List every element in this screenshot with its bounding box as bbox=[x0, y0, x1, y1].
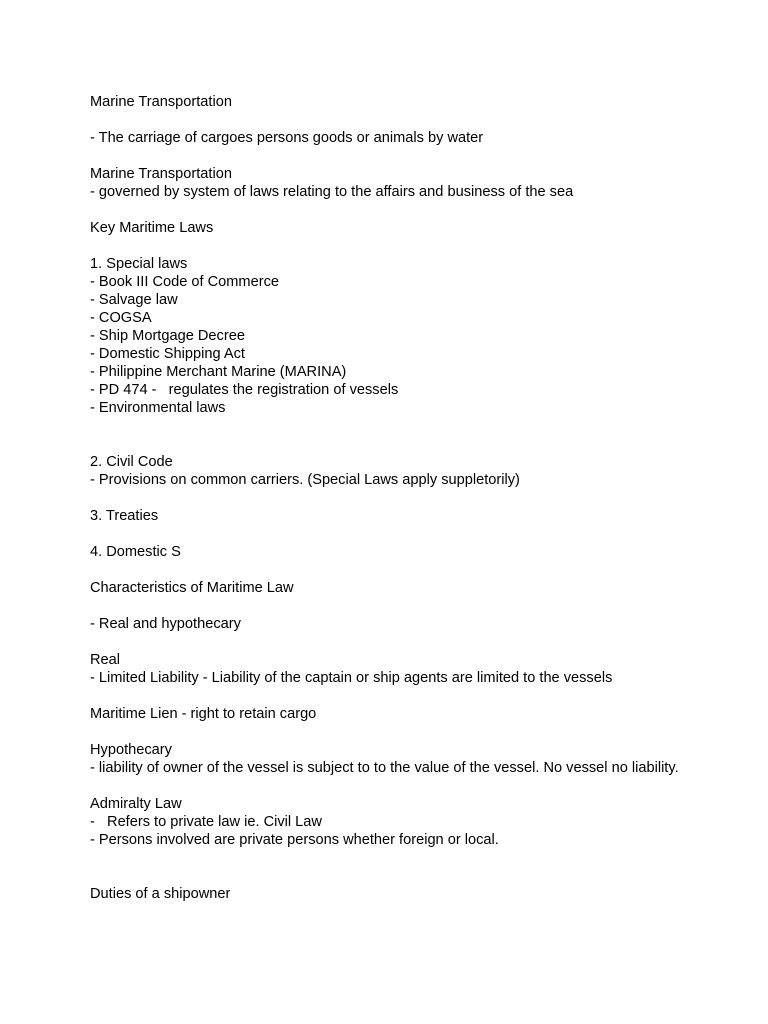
definition-line: - The carriage of cargoes persons goods or animals by water bbox=[90, 130, 484, 146]
blank-line bbox=[90, 525, 690, 543]
hypothecary-item: - liability of owner of the vessel is subject to to the value of the vessel. No vessel no liability. bbox=[90, 760, 679, 776]
blank-line bbox=[90, 597, 690, 615]
civil-code-heading: 2. Civil Code bbox=[90, 454, 173, 470]
blank-line bbox=[90, 237, 690, 255]
civil-code-item: - Provisions on common carriers. (Special Laws apply suppletorily) bbox=[90, 472, 520, 488]
heading-characteristics: Characteristics of Maritime Law bbox=[90, 580, 294, 596]
blank-line bbox=[90, 111, 690, 129]
blank-line bbox=[90, 435, 690, 453]
real-heading: Real bbox=[90, 652, 121, 668]
blank-line bbox=[90, 561, 690, 579]
hypothecary-heading: Hypothecary bbox=[90, 742, 172, 758]
list-item: - Ship Mortgage Decree bbox=[90, 328, 245, 344]
list-item: - Book III Code of Commerce bbox=[90, 274, 279, 290]
real-hypothecary-line: - Real and hypothecary bbox=[90, 616, 241, 632]
list-item: - COGSA bbox=[90, 310, 152, 326]
blank-line bbox=[90, 417, 690, 435]
blank-line bbox=[90, 201, 690, 219]
blank-line bbox=[90, 633, 690, 651]
blank-line bbox=[90, 723, 690, 741]
list-item: - PD 474 - regulates the registration of vessels bbox=[90, 382, 399, 398]
list-item: - Philippine Merchant Marine (MARINA) bbox=[90, 364, 347, 380]
list-item: - Salvage law bbox=[90, 292, 178, 308]
admiralty-item: - Refers to private law ie. Civil Law bbox=[90, 814, 322, 830]
limited-liability-line: - Limited Liability - Liability of the captain or ship agents are limited to the vessels bbox=[90, 670, 613, 686]
maritime-lien-line: Maritime Lien - right to retain cargo bbox=[90, 706, 317, 722]
list-item: - Environmental laws bbox=[90, 400, 226, 416]
duties-heading: Duties of a shipowner bbox=[90, 886, 231, 902]
domestic-heading: 4. Domestic S bbox=[90, 544, 181, 560]
heading-marine-transportation-2: Marine Transportation bbox=[90, 166, 232, 182]
blank-line bbox=[90, 867, 690, 885]
blank-line bbox=[90, 687, 690, 705]
special-laws-heading: 1. Special laws bbox=[90, 256, 188, 272]
document-page bbox=[90, 93, 690, 903]
governed-line: - governed by system of laws relating to the affairs and business of the sea bbox=[90, 184, 574, 200]
admiralty-heading: Admiralty Law bbox=[90, 796, 182, 812]
heading-key-maritime-laws: Key Maritime Laws bbox=[90, 220, 214, 236]
list-item: - Domestic Shipping Act bbox=[90, 346, 245, 362]
blank-line bbox=[90, 849, 690, 867]
blank-line bbox=[90, 489, 690, 507]
blank-line bbox=[90, 147, 690, 165]
admiralty-item: - Persons involved are private persons whether foreign or local. bbox=[90, 832, 499, 848]
heading-marine-transportation: Marine Transportation bbox=[90, 94, 232, 110]
treaties-heading: 3. Treaties bbox=[90, 508, 159, 524]
blank-line bbox=[90, 777, 690, 795]
